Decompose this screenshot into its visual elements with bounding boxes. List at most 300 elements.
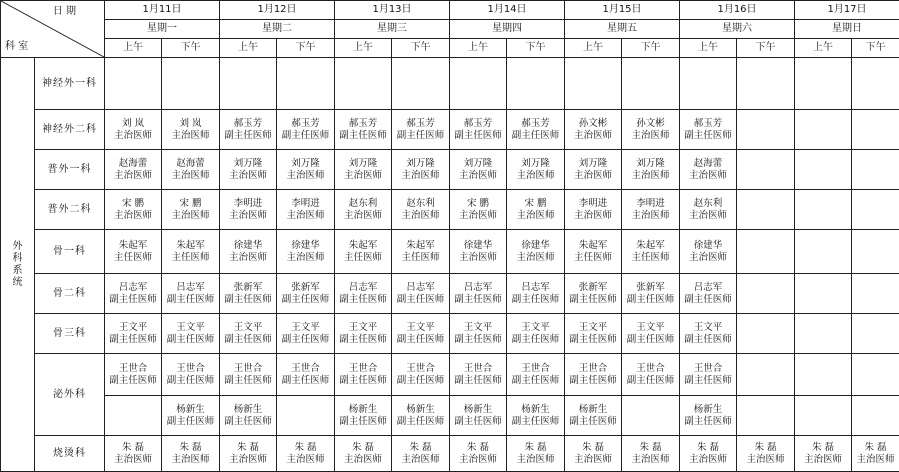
doctor-name: 徐建华 [680,240,736,252]
pm-header: 下午 [622,39,680,58]
schedule-cell [795,396,852,436]
doctor-title: 主治医师 [450,170,506,182]
schedule-cell [507,354,565,396]
doctor-name: 孙文彬 [565,118,621,130]
doctor-title: 主任医师 [622,252,679,264]
schedule-cell [565,314,622,354]
schedule-cell [565,396,622,436]
doctor-name: 赵海蕾 [105,158,161,170]
schedule-cell [220,274,277,314]
doctor-title: 副主任医师 [277,130,334,142]
doctor-title: 主治医师 [450,252,506,264]
doctor-name: 王世合 [277,363,334,375]
am-header: 上午 [450,39,507,58]
schedule-cell [450,314,507,354]
doctor-name: 王世合 [105,363,161,375]
doctor-name: 刘万隆 [507,158,564,170]
doctor-title: 副主任医师 [680,375,736,387]
doctor-name: 郝玉芳 [450,118,506,130]
schedule-cell [680,58,737,110]
schedule-cell [277,354,335,396]
doctor-title: 主治医师 [622,210,679,222]
schedule-cell [277,150,335,190]
schedule-cell [335,396,392,436]
am-header: 上午 [335,39,392,58]
dept-row [1,396,899,436]
schedule-cell [392,314,450,354]
schedule-cell [852,354,899,396]
am-header: 上午 [680,39,737,58]
schedule-cell [162,110,220,150]
doctor-title: 副主任医师 [220,375,276,387]
doctor-title: 主治医师 [335,170,391,182]
schedule-cell [507,314,565,354]
doctor-name: 朱 磊 [220,442,276,454]
schedule-cell [795,58,852,110]
doctor-name: 李明进 [622,198,679,210]
schedule-cell [565,230,622,274]
doctor-title: 主任医师 [392,252,449,264]
schedule-cell [507,274,565,314]
schedule-cell [220,314,277,354]
dept-name: 普外二科 [35,190,105,230]
doctor-name: 宋 鹏 [450,198,506,210]
doctor-title: 副主任医师 [392,334,449,346]
weekday-header-2: 星期三 [335,20,450,39]
doctor-title: 主任医师 [565,252,621,264]
schedule-cell [450,190,507,230]
dept-name: 神经外一科 [35,58,105,110]
schedule-cell [622,354,680,396]
schedule-cell [162,58,220,110]
schedule-cell [162,354,220,396]
doctor-title: 副主任医师 [162,416,219,428]
schedule-cell [737,150,795,190]
schedule-cell [622,230,680,274]
doctor-name: 徐建华 [507,240,564,252]
dept-name: 骨三科 [35,314,105,354]
schedule-cell [277,190,335,230]
doctor-title: 主治医师 [680,454,736,466]
doctor-title: 副主任医师 [680,416,736,428]
schedule-cell [795,190,852,230]
doctor-title: 副主任医师 [565,334,621,346]
doctor-title: 副主任医师 [450,130,506,142]
doctor-name: 吕志军 [162,282,219,294]
doctor-title: 主治医师 [162,210,219,222]
ampm-row [1,39,899,58]
schedule-cell [680,230,737,274]
doctor-title: 副主任医师 [392,130,449,142]
weekday-header-3: 星期四 [450,20,565,39]
doctor-title: 副主任医师 [565,375,621,387]
doctor-name: 王世合 [162,363,219,375]
doctor-title: 主治医师 [392,210,449,222]
schedule-cell [795,354,852,396]
dept-row [1,58,899,110]
doctor-name: 王文平 [220,322,276,334]
doctor-title: 主治医师 [507,252,564,264]
doctor-name: 刘万隆 [392,158,449,170]
doctor-name: 朱 磊 [105,442,161,454]
doctor-title: 主治医师 [335,210,391,222]
schedule-cell [105,190,162,230]
doctor-title: 副主任医师 [335,416,391,428]
doctor-title: 副主任医师 [335,130,391,142]
schedule-cell [162,436,220,472]
schedule-cell [622,150,680,190]
date-header-6: 1月17日 [795,1,899,20]
doctor-name: 朱 磊 [622,442,679,454]
am-header: 上午 [105,39,162,58]
date-header-0: 1月11日 [105,1,220,20]
schedule-cell [392,150,450,190]
doctor-title: 主任医师 [162,252,219,264]
doctor-name: 赵东利 [680,198,736,210]
schedule-cell [795,274,852,314]
schedule-cell [507,396,565,436]
doctor-title: 副主任医师 [680,334,736,346]
schedule-cell [852,230,899,274]
schedule-cell [335,110,392,150]
schedule-cell [220,150,277,190]
schedule-cell [507,150,565,190]
doctor-title: 主任医师 [105,252,161,264]
doctor-title: 主治医师 [105,210,161,222]
doctor-title: 主治医师 [162,130,219,142]
doctor-name: 张新军 [622,282,679,294]
schedule-cell [335,354,392,396]
doctor-title: 主治医师 [622,130,679,142]
doctor-name: 刘万隆 [622,158,679,170]
schedule-cell [277,230,335,274]
doctor-title: 主治医师 [277,252,334,264]
doctor-name: 张新军 [277,282,334,294]
schedule-body [1,1,899,472]
schedule-cell [795,110,852,150]
schedule-cell [622,436,680,472]
schedule-cell [220,354,277,396]
doctor-name: 张新军 [220,282,276,294]
schedule-cell [565,354,622,396]
doctor-name: 王文平 [622,322,679,334]
schedule-cell [450,396,507,436]
doctor-title: 副主任医师 [335,334,391,346]
schedule-cell [277,436,335,472]
doctor-name: 赵东利 [335,198,391,210]
doctor-title: 主治医师 [507,210,564,222]
doctor-name: 吕志军 [335,282,391,294]
schedule-cell [680,436,737,472]
dept-name: 泌外科 [35,354,105,436]
doctor-title: 副主任医师 [105,294,161,306]
doctor-name: 朱 磊 [162,442,219,454]
doctor-title: 副主任医师 [450,375,506,387]
schedule-cell [220,396,277,436]
doctor-name: 郝玉芳 [392,118,449,130]
doctor-title: 副主任医师 [622,334,679,346]
schedule-cell [565,110,622,150]
doctor-title: 副主任医师 [507,375,564,387]
dept-row [1,354,899,396]
doctor-name: 吕志军 [392,282,449,294]
doctor-name: 王文平 [565,322,621,334]
doctor-name: 赵海蕾 [162,158,219,170]
schedule-cell [335,58,392,110]
schedule-cell [277,58,335,110]
schedule-cell [392,230,450,274]
doctor-title: 主治医师 [162,170,219,182]
doctor-title: 副主任医师 [220,334,276,346]
doctor-name: 吕志军 [680,282,736,294]
doctor-name: 王世合 [220,363,276,375]
schedule-cell [105,314,162,354]
doctor-name: 杨新生 [680,404,736,416]
schedule-cell [277,314,335,354]
doctor-name: 赵东利 [392,198,449,210]
doctor-name: 杨新生 [450,404,506,416]
doctor-title: 副主任医师 [565,294,621,306]
doctor-title: 副主任医师 [162,294,219,306]
pm-header: 下午 [737,39,795,58]
doctor-name: 杨新生 [565,404,621,416]
doctor-title: 主治医师 [507,170,564,182]
schedule-cell [220,190,277,230]
schedule-cell [392,274,450,314]
schedule-cell [277,274,335,314]
doctor-name: 吕志军 [105,282,161,294]
doctor-title: 副主任医师 [450,416,506,428]
doctor-title: 副主任医师 [277,334,334,346]
schedule-cell [795,150,852,190]
weekday-header-6: 星期日 [795,20,899,39]
doctor-title: 副主任医师 [335,294,391,306]
doctor-name: 宋 鹏 [105,198,161,210]
doctor-name: 朱起军 [162,240,219,252]
doctor-name: 杨新生 [335,404,391,416]
doctor-name: 赵海蕾 [680,158,736,170]
schedule-cell [622,110,680,150]
doctor-name: 朱起军 [565,240,621,252]
doctor-name: 王世合 [565,363,621,375]
dept-name: 普外一科 [35,150,105,190]
schedule-cell [450,58,507,110]
doctor-title: 主治医师 [220,252,276,264]
doctor-title: 主治医师 [105,170,161,182]
date-header-5: 1月16日 [680,1,795,20]
doctor-title: 副主任医师 [105,375,161,387]
doctor-title: 主治医师 [565,130,621,142]
doctor-name: 杨新生 [507,404,564,416]
doctor-name: 朱 磊 [565,442,621,454]
doctor-name: 朱 磊 [392,442,449,454]
schedule-cell [565,274,622,314]
doctor-name: 宋 鹏 [162,198,219,210]
dept-name: 烧烫科 [35,436,105,472]
date-header-1: 1月12日 [220,1,335,20]
dept-name: 骨一科 [35,230,105,274]
schedule-cell [852,110,899,150]
pm-header: 下午 [507,39,565,58]
schedule-cell [220,436,277,472]
schedule-cell [450,436,507,472]
schedule-cell [795,314,852,354]
schedule-cell [105,58,162,110]
schedule-cell [220,58,277,110]
schedule-cell [680,150,737,190]
doctor-title: 副主任医师 [507,294,564,306]
doctor-title: 主治医师 [737,454,794,466]
schedule-cell [737,436,795,472]
doctor-name: 吕志军 [507,282,564,294]
schedule-cell [737,190,795,230]
dept-row [1,110,899,150]
doctor-title: 主治医师 [220,170,276,182]
schedule-cell [852,150,899,190]
schedule-cell [852,436,899,472]
doctor-name: 郝玉芳 [335,118,391,130]
doctor-title: 主治医师 [392,454,449,466]
schedule-cell [105,396,162,436]
doctor-name: 吕志军 [450,282,506,294]
schedule-cell [680,110,737,150]
doctor-title: 主治医师 [680,210,736,222]
doctor-name: 朱 磊 [737,442,794,454]
date-header-label: 日 期 [53,6,76,18]
doctor-name: 郝玉芳 [507,118,564,130]
schedule-cell [392,190,450,230]
schedule-cell [220,230,277,274]
schedule-cell [392,354,450,396]
schedule-cell [565,190,622,230]
schedule-cell [507,58,565,110]
schedule-cell [105,274,162,314]
doctor-title: 主治医师 [565,210,621,222]
weekday-header-4: 星期五 [565,20,680,39]
doctor-title: 主治医师 [277,210,334,222]
schedule-cell [852,274,899,314]
doctor-name: 朱起军 [622,240,679,252]
doctor-title: 主治医师 [277,454,334,466]
schedule-cell [795,230,852,274]
doctor-name: 朱 磊 [450,442,506,454]
date-header-3: 1月14日 [450,1,565,20]
doctor-name: 王文平 [392,322,449,334]
schedule-cell [565,150,622,190]
schedule-cell [507,436,565,472]
doctor-name: 王文平 [507,322,564,334]
schedule-cell [622,396,680,436]
doctor-title: 副主任医师 [105,334,161,346]
doctor-name: 郝玉芳 [220,118,276,130]
dept-name: 神经外二科 [35,110,105,150]
schedule-cell [105,436,162,472]
doctor-title: 副主任医师 [277,375,334,387]
schedule-cell [335,230,392,274]
schedule-cell [737,58,795,110]
schedule-cell [392,110,450,150]
doctor-name: 张新军 [565,282,621,294]
doctor-title: 主治医师 [450,454,506,466]
doctor-name: 朱起军 [392,240,449,252]
schedule-cell [622,58,680,110]
schedule-cell [335,190,392,230]
doctor-title: 主治医师 [795,454,851,466]
doctor-name: 王世合 [680,363,736,375]
doctor-title: 副主任医师 [507,130,564,142]
doctor-name: 徐建华 [277,240,334,252]
dept-row [1,314,899,354]
schedule-cell [162,150,220,190]
doctor-name: 刘万隆 [277,158,334,170]
schedule-cell [162,396,220,436]
schedule-cell [335,150,392,190]
schedule-cell [507,190,565,230]
doctor-title: 副主任医师 [220,416,276,428]
dept-row [1,274,899,314]
doctor-title: 副主任医师 [277,294,334,306]
schedule-cell [622,190,680,230]
doctor-title: 主治医师 [392,170,449,182]
doctor-title: 副主任医师 [622,375,679,387]
schedule-cell [852,396,899,436]
pm-header: 下午 [277,39,335,58]
schedule-cell [162,230,220,274]
schedule-cell [277,110,335,150]
date-row [1,1,899,20]
schedule-cell [277,396,335,436]
doctor-name: 王文平 [680,322,736,334]
doctor-name: 王文平 [162,322,219,334]
doctor-name: 刘 岚 [105,118,161,130]
doctor-name: 杨新生 [220,404,276,416]
date-header-2: 1月13日 [335,1,450,20]
doctor-name: 宋 鹏 [507,198,564,210]
doctor-title: 主治医师 [220,454,276,466]
system-label: 外 科 系 统 [1,58,35,472]
schedule-cell [392,58,450,110]
doctor-name: 王世合 [335,363,391,375]
doctor-name: 朱 磊 [795,442,851,454]
doctor-title: 主治医师 [565,170,621,182]
doctor-title: 主治医师 [277,170,334,182]
doctor-title: 副主任医师 [162,334,219,346]
dept-row [1,190,899,230]
doctor-name: 朱起军 [105,240,161,252]
doctor-name: 郝玉芳 [680,118,736,130]
doctor-name: 王世合 [450,363,506,375]
pm-header: 下午 [162,39,220,58]
doctor-title: 主任医师 [335,252,391,264]
schedule-cell [105,150,162,190]
doctor-title: 副主任医师 [622,294,679,306]
schedule-cell [507,230,565,274]
schedule-cell [680,190,737,230]
doctor-name: 徐建华 [220,240,276,252]
am-header: 上午 [220,39,277,58]
dept-row [1,150,899,190]
am-header: 上午 [795,39,852,58]
weekday-header-1: 星期二 [220,20,335,39]
doctor-name: 朱 磊 [335,442,391,454]
doctor-name: 朱 磊 [277,442,334,454]
doctor-name: 朱起军 [335,240,391,252]
doctor-title: 主治医师 [450,210,506,222]
doctor-name: 刘万隆 [335,158,391,170]
doctor-title: 主治医师 [622,170,679,182]
schedule-cell [852,58,899,110]
doctor-title: 副主任医师 [680,130,736,142]
